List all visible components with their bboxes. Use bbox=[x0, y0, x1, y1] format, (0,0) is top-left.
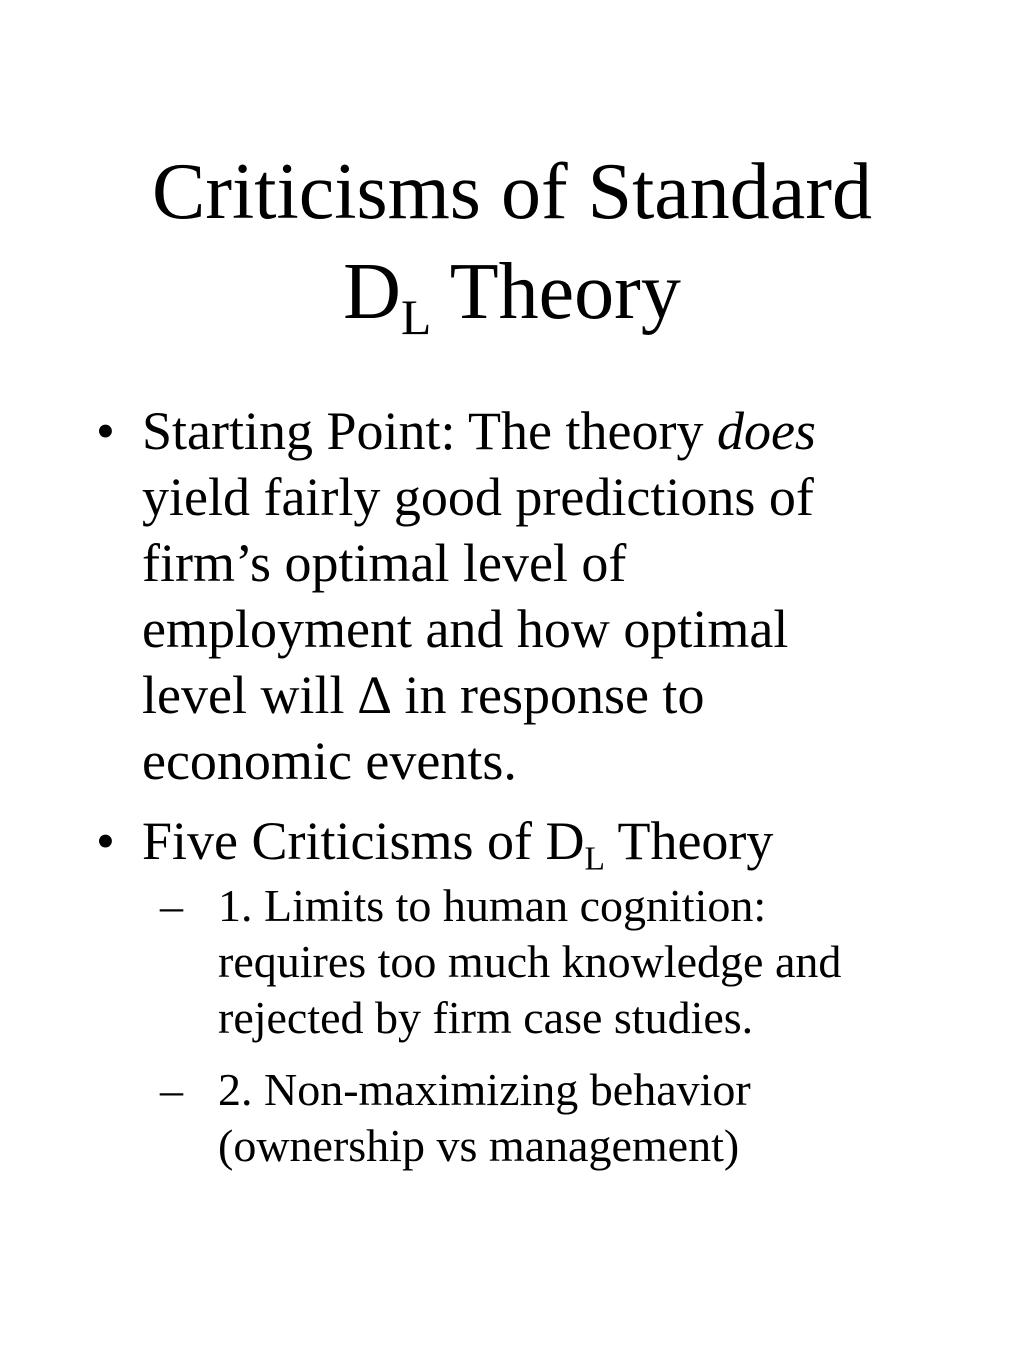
bullet-2-subscript-l: L bbox=[584, 840, 605, 878]
dash-icon: – bbox=[160, 1064, 183, 1115]
bullet-1-line-4: employment and how optimal bbox=[142, 599, 789, 659]
bullet-list bbox=[90, 398, 970, 1190]
criticism-2 bbox=[160, 1062, 918, 1174]
bullet-1-line-2: yield fairly good predictions of bbox=[142, 467, 814, 527]
bullet-starting-point bbox=[90, 398, 970, 794]
bullet-dot-icon: • bbox=[96, 811, 115, 871]
bullet-1-line-3: firm’s optimal level of bbox=[142, 533, 627, 593]
bullet-1-text-a: Starting Point: The theory bbox=[142, 401, 717, 461]
title-d: D bbox=[343, 248, 401, 336]
criticism-1-line-1: 1. Limits to human cognition: bbox=[218, 880, 767, 931]
title-theory: Theory bbox=[431, 248, 681, 336]
bullet-2-line-1 bbox=[142, 808, 970, 878]
title-line-1: Criticisms of Standard bbox=[152, 148, 872, 236]
bullet-1-emphasis: does bbox=[716, 401, 816, 461]
criticism-1-line-2: requires too much knowledge and bbox=[218, 936, 842, 987]
bullet-1-line-6: economic events. bbox=[142, 731, 517, 791]
title-line-2 bbox=[60, 242, 964, 345]
title-subscript-l: L bbox=[400, 289, 432, 345]
criticism-1-line-3: rejected by firm case studies. bbox=[218, 992, 754, 1043]
bullet-2-text-rest: Theory bbox=[604, 811, 774, 871]
criticism-2-line-1: 2. Non-maximizing behavior bbox=[218, 1064, 751, 1115]
criticism-1 bbox=[160, 878, 918, 1046]
bullet-2-text-main: Five Criticisms of D bbox=[142, 811, 585, 871]
bullet-1-line-5: level will ∆ in response to bbox=[142, 665, 705, 725]
dash-icon: – bbox=[160, 880, 183, 931]
bullet-dot-icon: • bbox=[96, 401, 115, 461]
bullet-1-line-1 bbox=[142, 398, 970, 464]
criticisms-sublist bbox=[142, 878, 970, 1174]
criticism-2-line-2: (ownership vs management) bbox=[218, 1120, 740, 1171]
bullet-five-criticisms bbox=[90, 808, 970, 1174]
slide-title bbox=[60, 142, 964, 345]
